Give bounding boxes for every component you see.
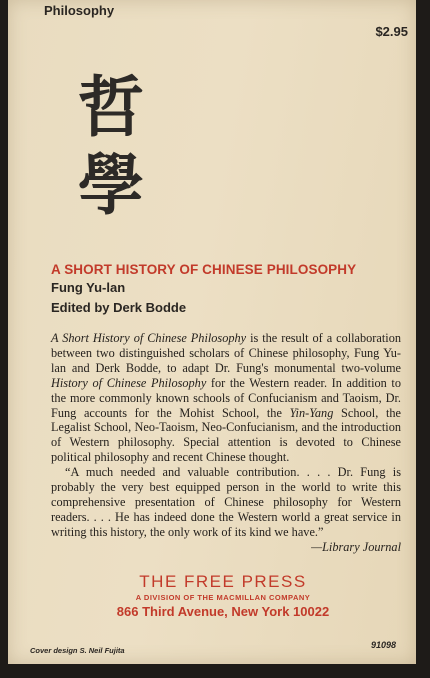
book-back-cover (8, 0, 416, 664)
publisher-division: A DIVISION OF THE MACMILLAN COMPANY (135, 593, 311, 602)
title-reference: A Short History of Chinese Philosophy (51, 331, 247, 345)
review-quote-text: “A much needed and valuable contribution. . . . Dr. Fung is probably the very best equipped person in the world to write this comprehensive presentation of Chinese philosophy for Western readers. . . . He has indeed done the Western world a great service in writing this history, the only work of its kind we have.” (51, 465, 401, 539)
publisher-address: 866 Third Avenue, New York 10022 (116, 604, 330, 619)
publisher-name: THE FREE PRESS (139, 572, 307, 591)
book-title: A SHORT HISTORY OF CHINESE PHILOSOPHY (51, 262, 357, 277)
history-reference: History of Chinese Philosophy (51, 375, 207, 390)
publisher-block (88, 572, 358, 619)
glyph-philosophy-top: 哲 (78, 69, 144, 146)
description-part-2: for the Western reader. In addition to the more commonly known schools of Confucianism and Taoism, Dr. Fung accounts for the Mohist School, the (51, 375, 402, 420)
review-source: —Library Journal (311, 539, 401, 554)
description-part-3: School, the Legalist School, Neo-Taoism, Neo-Confucianism, and the introduction of Western philosophy. Special attention is devoted to Chinese political philosophy and recent Chinese thought. (51, 405, 401, 465)
description-part-1: is the result of a collaboration between two distinguished scholars of Chinese philosophy, Fung Yu-lan and Derk Bodde, to adapt Dr. Fung's monumental two-volume (51, 331, 401, 375)
cover-design-credit: Cover design S. Neil Fujita (30, 646, 125, 655)
glyph-philosophy-bottom: 學 (78, 147, 144, 224)
description-paragraph (51, 331, 401, 465)
description-block (51, 331, 401, 555)
editor-name: Edited by Derk Bodde (51, 300, 187, 315)
price-label: $2.95 (375, 24, 408, 39)
review-quote (51, 465, 401, 554)
catalog-number: 91098 (370, 640, 396, 650)
author-name: Fung Yu-lan (51, 280, 126, 295)
yin-yang-term: Yin-Yang (289, 405, 334, 420)
chinese-characters-logo (52, 69, 182, 231)
category-label: Philosophy (44, 3, 115, 18)
